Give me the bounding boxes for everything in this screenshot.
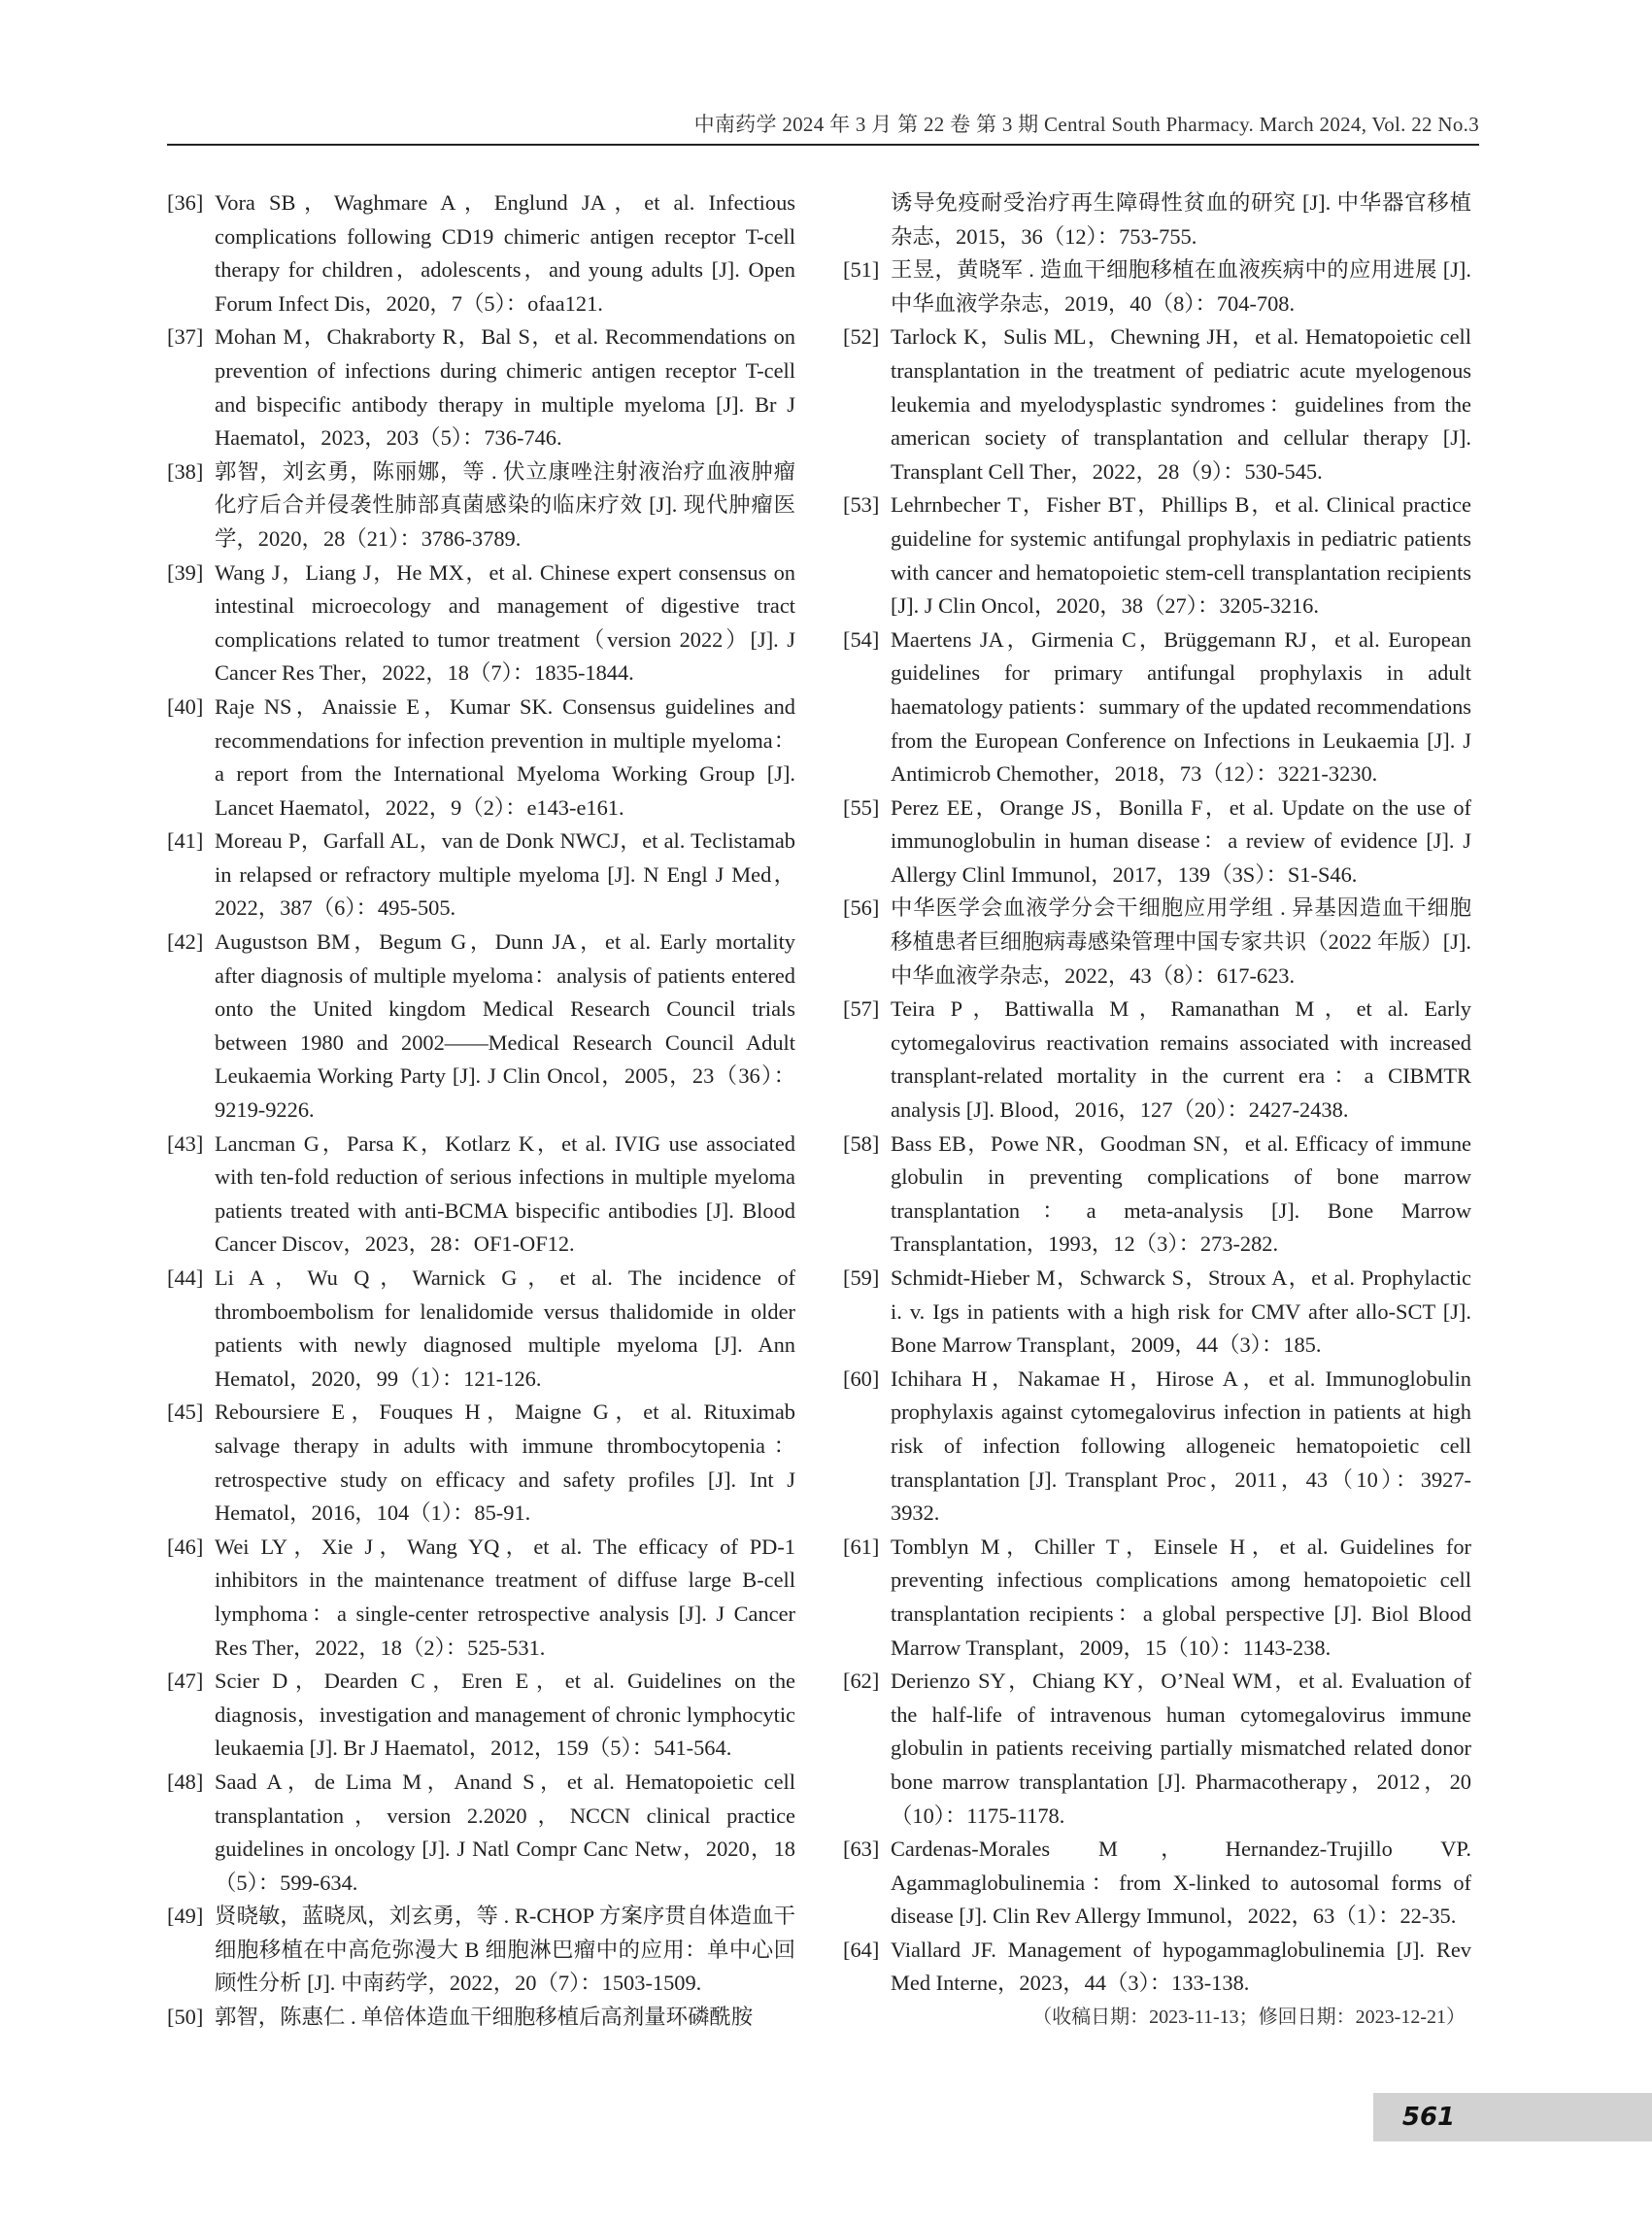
reference-number: [63] bbox=[843, 1837, 880, 1862]
reference-item bbox=[167, 825, 795, 926]
reference-item bbox=[167, 926, 795, 1128]
reference-number: [47] bbox=[167, 1669, 204, 1694]
reference-text: Li A，Wu Q，Warnick G，et al. The incidence of thromboembolism for lenalidomide versus thalidomide in older patients with newly diagnosed multiple myeloma [J]. Ann Hematol，2020，99（1）：121-126. bbox=[215, 1265, 795, 1391]
page-number-bar bbox=[1373, 2093, 1652, 2141]
reference-text: 中华医学会血液学分会干细胞应用学组 . 异基因造血干细胞移植患者巨细胞病毒感染管理中国专家共识（2022 年版）[J]. 中华血液学杂志，2022，43（8）：617-623. bbox=[891, 895, 1471, 988]
reference-item bbox=[843, 624, 1471, 792]
reference-item bbox=[167, 691, 795, 825]
right-column bbox=[843, 186, 1471, 2034]
reference-text: Moreau P，Garfall AL，van de Donk NWCJ，et al. Teclistamab in relapsed or refractory multiple myeloma [J]. N Engl J Med，2022，387（6）：495-505. bbox=[215, 828, 795, 921]
reference-text: Lancman G，Parsa K，Kotlarz K，et al. IVIG use associated with ten-fold reduction of serious infections in multiple myeloma patients treated with anti-BCMA bispecific antibodies [J]. Blood Cancer Discov，2023，28：OF1-OF12. bbox=[215, 1130, 795, 1257]
reference-number: [49] bbox=[167, 1904, 204, 1929]
reference-text: Derienzo SY，Chiang KY，O’Neal WM，et al. Evaluation of the half-life of intravenous human cytomegalovirus immune globulin in patients receiving partially mismatched related donor bone marrow transplantation [J]. Pharmacotherapy，2012，20（10）：1175-1178. bbox=[891, 1669, 1471, 1828]
reference-text: Tarlock K，Sulis ML，Chewning JH，et al. Hematopoietic cell transplantation in the treatment of pediatric acute myelogenous leukemia and myelodysplastic syndromes：guidelines from the american society of transplantation and cellular therapy [J]. Transplant Cell Ther，2022，28（9）：530-545. bbox=[891, 324, 1471, 484]
reference-item bbox=[167, 320, 795, 455]
reference-text: Schmidt-Hieber M，Schwarck S，Stroux A，et al. Prophylactic i. v. Igs in patients with a high risk for CMV after allo-SCT [J]. Bone Marrow Transplant，2009，44（3）：185. bbox=[891, 1265, 1471, 1358]
reference-item bbox=[843, 1531, 1471, 1665]
reference-text: 郭智，陈惠仁 . 单倍体造血干细胞移植后高剂量环磷酰胺 bbox=[215, 2005, 754, 2030]
reference-item bbox=[843, 993, 1471, 1127]
reference-text: Viallard JF. Management of hypogammaglobulinemia [J]. Rev Med Interne，2023，44（3）：133-138. bbox=[891, 1937, 1471, 1996]
reference-item bbox=[167, 455, 795, 556]
reference-text: Wang J，Liang J，He MX，et al. Chinese expert consensus on intestinal microecology and management of digestive tract complications related to tumor treatment（version 2022）[J]. J Cancer Res Ther，2022，18（7）：1835-1844. bbox=[215, 559, 795, 686]
reference-item bbox=[843, 320, 1471, 489]
reference-number: [45] bbox=[167, 1399, 204, 1425]
reference-number: [57] bbox=[843, 996, 880, 1022]
reference-item bbox=[167, 2001, 795, 2035]
reference-number: [44] bbox=[167, 1265, 204, 1290]
reference-item bbox=[843, 489, 1471, 623]
reference-text: 诱导免疫耐受治疗再生障碍性贫血的研究 [J]. 中华器官移植杂志，2015，36（12）：753-755. bbox=[891, 190, 1471, 249]
page-number: 561 bbox=[1401, 2103, 1456, 2132]
reference-text: 王昱，黄晓军 . 造血干细胞移植在血液疾病中的应用进展 [J]. 中华血液学杂志，2019，40（8）：704-708. bbox=[891, 257, 1471, 316]
reference-number: [52] bbox=[843, 324, 880, 350]
reference-text: Reboursiere E，Fouques H，Maigne G，et al. Rituximab salvage therapy in adults with immune thrombocytopenia：retrospective study on efficacy and safety profiles [J]. Int J Hematol，2016，104（1）：85-91. bbox=[215, 1399, 795, 1526]
reference-text: Vora SB，Waghmare A，Englund JA，et al. Infectious complications following CD19 chimeric antigen receptor T-cell therapy for children，adolescents，and young adults [J]. Open Forum Infect Dis，2020，7（5）：ofaa121. bbox=[215, 190, 795, 316]
reference-number: [36] bbox=[167, 190, 204, 215]
reference-text: Augustson BM，Begum G，Dunn JA，et al. Early mortality after diagnosis of multiple myeloma：analysis of patients entered onto the United kingdom Medical Research Council trials between 1980 and 2002——Medical Research Council Adult Leukaemia Working Party [J]. J Clin Oncol，2005，23（36）：9219-9226. bbox=[215, 929, 795, 1123]
reference-text: 郭智，刘玄勇，陈丽娜，等 . 伏立康唑注射液治疗血液肿瘤化疗后合并侵袭性肺部真菌感染的临床疗效 [J]. 现代肿瘤医学，2020，28（21）：3786-3789. bbox=[215, 458, 795, 551]
reference-item bbox=[843, 1262, 1471, 1363]
reference-text: Bass EB，Powe NR，Goodman SN，et al. Efficacy of immune globulin in preventing complications of bone marrow transplantation：a meta-analysis [J]. Bone Marrow Transplantation，1993，12（3）：273-282. bbox=[891, 1130, 1471, 1257]
reference-number: [64] bbox=[843, 1937, 880, 1962]
reference-number: [50] bbox=[167, 2005, 204, 2030]
reference-number: [51] bbox=[843, 257, 880, 283]
reference-number: [41] bbox=[167, 828, 204, 854]
reference-text: Maertens JA，Girmenia C，Brüggemann RJ，et al. European guidelines for primary antifungal prophylaxis in adult haematology patients：summary of the updated recommendations from the European Conference on Infections in Leukaemia [J]. J Antimicrob Chemother，2018，73（12）：3221-3230. bbox=[891, 626, 1471, 787]
reference-text: Perez EE，Orange JS，Bonilla F，et al. Update on the use of immunoglobulin in human disease：a review of evidence [J]. J Allergy Clinl Immunol，2017，139（3S）：S1-S46. bbox=[891, 794, 1471, 887]
reference-text: Lehrnbecher T，Fisher BT，Phillips B，et al. Clinical practice guideline for systemic antifungal prophylaxis in pediatric patients with cancer and hematopoietic stem-cell transplantation recipients [J]. J Clin Oncol，2020，38（27）：3205-3216. bbox=[891, 492, 1471, 619]
reference-number: [42] bbox=[167, 929, 204, 955]
reference-item bbox=[167, 1531, 795, 1665]
reference-text: Tomblyn M，Chiller T，Einsele H，et al. Guidelines for preventing infectious complications among hematopoietic cell transplantation recipients：a global perspective [J]. Biol Blood Marrow Transplant，2009，15（10）：1143-238. bbox=[891, 1534, 1471, 1660]
reference-item bbox=[167, 556, 795, 691]
reference-item bbox=[843, 1833, 1471, 1934]
reference-item bbox=[843, 1665, 1471, 1833]
reference-continuation bbox=[843, 186, 1471, 253]
reference-number: [54] bbox=[843, 626, 880, 652]
reference-number: [46] bbox=[167, 1534, 204, 1559]
reference-item bbox=[843, 792, 1471, 893]
reference-item bbox=[167, 1128, 795, 1262]
reference-number: [60] bbox=[843, 1365, 880, 1391]
reference-item bbox=[843, 1128, 1471, 1262]
reference-text: Mohan M，Chakraborty R，Bal S，et al. Recommendations on prevention of infections during chimeric antigen receptor T-cell and bispecific antibody therapy in multiple myeloma [J]. Br J Haematol，2023，203（5）：736-746. bbox=[215, 324, 795, 451]
journal-line: 中南药学 2024 年 3 月 第 22 卷 第 3 期 Central South Pharmacy. March 2024, Vol. 22 No.3 bbox=[693, 113, 1479, 136]
reference-number: [43] bbox=[167, 1130, 204, 1156]
reference-number: [38] bbox=[167, 458, 204, 484]
reference-text: Ichihara H，Nakamae H，Hirose A，et al. Immunoglobulin prophylaxis against cytomegalovirus infection in patients at high risk of infection following allogeneic hematopoietic cell transplantation [J]. Transplant Proc，2011，43（10）：3927-3932. bbox=[891, 1365, 1471, 1526]
reference-text: Cardenas-Morales M，Hernandez-Trujillo VP. Agammaglobulinemia：from X-linked to autosomal forms of disease [J]. Clin Rev Allergy Immunol，2022，63（1）：22-35. bbox=[891, 1837, 1471, 1929]
running-header bbox=[167, 105, 1479, 146]
received-date: （收稿日期：2023-11-13；修回日期：2023-12-21） bbox=[1032, 2006, 1466, 2029]
reference-item bbox=[167, 1766, 795, 1900]
left-column bbox=[167, 186, 795, 2035]
reference-item bbox=[843, 1363, 1471, 1531]
reference-text: Teira P，Battiwalla M，Ramanathan M，et al. Early cytomegalovirus reactivation remains associated with increased transplant-related mortality in the current era：a CIBMTR analysis [J]. Blood，2016，127（20）：2427-2438. bbox=[891, 996, 1471, 1123]
reference-text: Scier D，Dearden C，Eren E，et al. Guidelines on the diagnosis，investigation and management of chronic lymphocytic leukaemia [J]. Br J Haematol，2012，159（5）：541-564. bbox=[215, 1669, 795, 1761]
reference-number: [40] bbox=[167, 693, 204, 719]
reference-item bbox=[843, 892, 1471, 993]
reference-text: 贤晓敏，蓝晓凤，刘玄勇，等 . R-CHOP 方案序贯自体造血干细胞移植在中高危弥漫大 B 细胞淋巴瘤中的应用：单中心回顾性分析 [J]. 中南药学，2022，20（7）：1503-1509. bbox=[215, 1904, 795, 1996]
reference-number: [62] bbox=[843, 1669, 880, 1694]
reference-number: [53] bbox=[843, 492, 880, 518]
reference-item bbox=[843, 253, 1471, 320]
reference-number: [59] bbox=[843, 1265, 880, 1290]
reference-number: [61] bbox=[843, 1534, 880, 1559]
reference-number: [39] bbox=[167, 559, 204, 585]
reference-text: Saad A，de Lima M，Anand S，et al. Hematopoietic cell transplantation，version 2.2020，NCCN clinical practice guidelines in oncology [J]. J Natl Compr Canc Netw，2020，18（5）：599-634. bbox=[215, 1769, 795, 1895]
reference-number: [55] bbox=[843, 794, 880, 820]
reference-number: [58] bbox=[843, 1130, 880, 1156]
reference-item bbox=[167, 1396, 795, 1530]
reference-item bbox=[843, 1934, 1471, 2001]
reference-text: Raje NS，Anaissie E，Kumar SK. Consensus guidelines and recommendations for infection prevention in multiple myeloma：a report from the International Myeloma Working Group [J]. Lancet Haematol，2022，9（2）：e143-e161. bbox=[215, 693, 795, 820]
reference-text: Wei LY，Xie J，Wang YQ，et al. The efficacy of PD-1 inhibitors in the maintenance treatment of diffuse large B-cell lymphoma：a single-center retrospective analysis [J]. J Cancer Res Ther，2022，18（2）：525-531. bbox=[215, 1534, 795, 1660]
reference-number: [48] bbox=[167, 1769, 204, 1794]
reference-item bbox=[167, 1665, 795, 1766]
reference-item bbox=[167, 1900, 795, 2001]
reference-item bbox=[167, 1262, 795, 1396]
reference-number: [37] bbox=[167, 324, 204, 350]
reference-number: [56] bbox=[843, 895, 880, 921]
reference-item bbox=[167, 186, 795, 320]
